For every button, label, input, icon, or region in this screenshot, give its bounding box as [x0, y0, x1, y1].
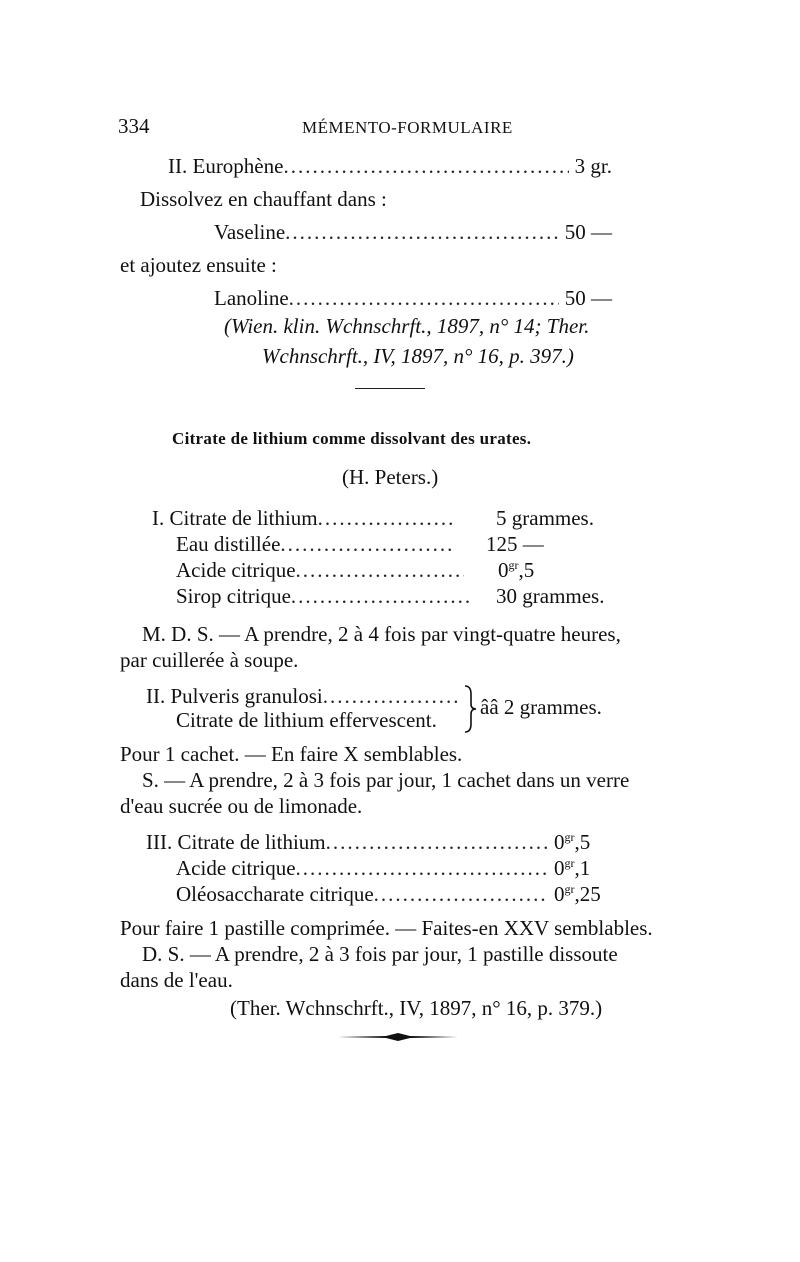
- formula-row: [176, 882, 628, 907]
- lanoline-row: [214, 286, 612, 311]
- running-title: MÉMENTO-FORMULAIRE: [302, 118, 513, 137]
- reference-line: Wchnschrft., IV, 1897, n° 16, p. 397.): [262, 344, 574, 368]
- ingredient-qty: $0^{gr},5$: [498, 558, 535, 582]
- ingredient-label: Eau distillée: [176, 532, 281, 556]
- end-ornament-icon: [336, 1032, 460, 1042]
- instruction-text: et ajoutez ensuite :: [120, 253, 277, 277]
- europhene-row: [168, 154, 612, 179]
- section-divider: [355, 388, 425, 389]
- ingredient-qty: $0^{gr},5$: [554, 830, 591, 854]
- formula-row: [146, 830, 616, 855]
- paragraph-line: Pour 1 cachet. — En faire X semblables.: [120, 742, 463, 766]
- ingredient-label: Acide citrique: [176, 856, 296, 880]
- leader-dots: [289, 286, 559, 311]
- ingredient-qty: 30 grammes.: [496, 584, 605, 608]
- ingredient-qty: 125 —: [486, 532, 544, 556]
- leader-dots: [280, 532, 452, 557]
- paragraph-line: M. D. S. — A prendre, 2 à 4 fois par vingt-quatre heures,: [142, 622, 621, 646]
- leader-dots: [296, 558, 464, 583]
- ingredient-qty: $0^{gr},25$: [554, 882, 601, 906]
- leader-dots: [318, 506, 453, 531]
- brace-icon: [462, 684, 478, 734]
- leader-dots: [283, 154, 568, 179]
- ingredient-qty: ââ 2 grammes.: [480, 695, 602, 719]
- leader-dots: [326, 830, 548, 855]
- leader-dots: [285, 220, 559, 245]
- author-name: (H. Peters.): [342, 465, 439, 489]
- ingredient-qty: 5 grammes.: [496, 506, 594, 530]
- leader-dots: [291, 584, 469, 609]
- leader-dots: [296, 856, 548, 881]
- paragraph-line: Pour faire 1 pastille comprimée. — Faites-en XXV semblables.: [120, 916, 653, 940]
- formula-row: [176, 532, 614, 557]
- reference-line: (Wien. klin. Wchnschrft., 1897, n° 14; Ther.: [224, 314, 590, 338]
- ingredient-label: III. Citrate de lithium: [146, 830, 326, 854]
- paragraph-line: par cuillerée à soupe.: [120, 648, 299, 672]
- ingredient-qty: 50 —: [564, 286, 612, 310]
- ingredient-label: II. Europhène: [168, 154, 284, 178]
- ingredient-label: Acide citrique: [176, 558, 296, 582]
- ingredient-qty: 3 gr.: [574, 154, 612, 178]
- instruction-text: Dissolvez en chauffant dans :: [140, 187, 387, 211]
- paragraph-line: d'eau sucrée ou de limonade.: [120, 794, 363, 818]
- leader-dots: [374, 882, 548, 907]
- ingredient-label: I. Citrate de lithium: [152, 506, 318, 530]
- reference-text: (Ther. Wchnschrft., IV, 1897, n° 16, p. 379.): [230, 996, 603, 1020]
- author-line: [342, 465, 438, 489]
- ingredient-label: II. Pulveris granulosi: [146, 684, 323, 708]
- ingredient-label: Vaseline: [214, 220, 286, 244]
- ingredient-label: Lanoline: [214, 286, 289, 310]
- formula-row: [146, 684, 460, 709]
- ingredient-label: Sirop citrique: [176, 584, 291, 608]
- reference-line: [230, 996, 602, 1020]
- paragraph-line: dans de l'eau.: [120, 968, 233, 992]
- ingredient-label: Oléosaccharate citrique: [176, 882, 374, 906]
- formula-row: [176, 558, 614, 583]
- formula-row: [176, 584, 614, 609]
- paragraph-line: S. — A prendre, 2 à 3 fois par jour, 1 cachet dans un verre: [142, 768, 630, 792]
- ingredient-qty: 50 —: [564, 220, 612, 244]
- page-number: 334: [118, 114, 150, 138]
- section-title: Citrate de lithium comme dissolvant des urates.: [172, 429, 532, 448]
- formula-row: [152, 506, 614, 531]
- formula-row: [176, 856, 616, 881]
- vaseline-row: [214, 220, 612, 245]
- ingredient-qty: $0^{gr},1$: [554, 856, 591, 880]
- leader-dots: [323, 684, 460, 709]
- paragraph-line: D. S. — A prendre, 2 à 3 fois par jour, 1 pastille dissoute: [142, 942, 618, 966]
- ingredient-label: Citrate de lithium effervescent.: [176, 708, 437, 732]
